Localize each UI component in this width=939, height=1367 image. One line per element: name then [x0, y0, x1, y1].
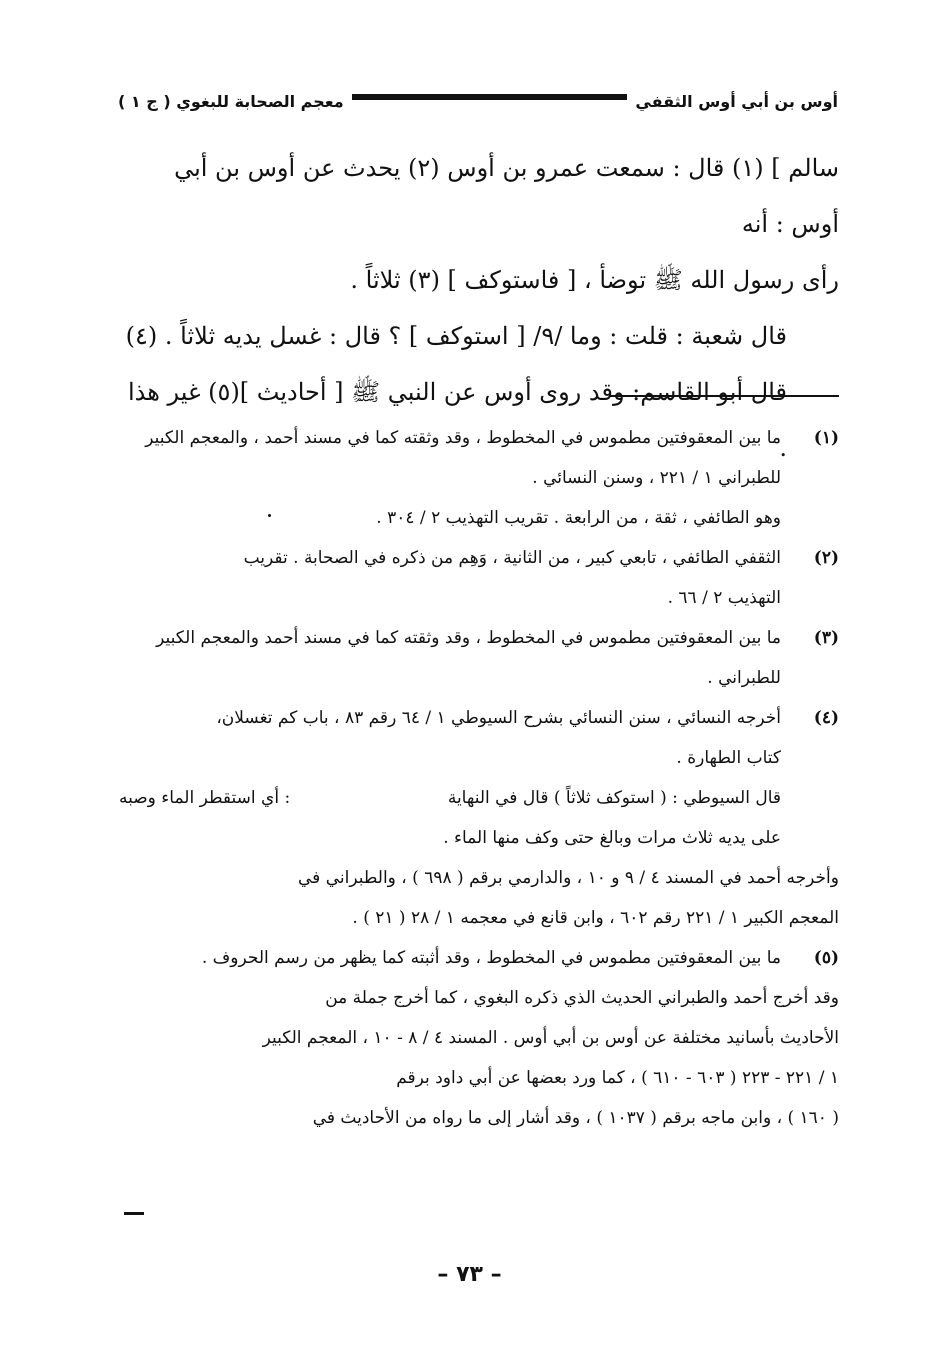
footnote-line: وهو الطائفي ، ثقة ، من الرابعة . تقريب التهذيب ٢ / ٣٠٤ . [376, 508, 781, 528]
entry-title: أوس بن أبي أوس الثقفي [635, 91, 838, 111]
main-line: رأى رسول الله ﷺ توضأ ، [ فاستوكف ] (٣) ثلاثاً . [350, 266, 839, 294]
footnote-line [119, 778, 839, 818]
footnotes [119, 418, 839, 1138]
main-line: قال شعبة : قلت : وما /٩/ [ استوكف ] ؟ قال : غسل يديه ثلاثاً . (٤) [125, 322, 787, 350]
running-header [118, 86, 838, 116]
footnote-number: (٢) [813, 548, 839, 568]
footnote-number: (٤) [813, 708, 839, 728]
footnote-line: أخرجه النسائي ، سنن النسائي بشرح السيوطي ١ / ٦٤ رقم ٨٣ ، باب كم تغسلان، [216, 708, 781, 728]
footnote-2 [119, 538, 839, 618]
footnote-line: ( ١٦٠ ) ، وابن ماجه برقم ( ١٠٣٧ ) ، وقد أشار إلى ما رواه من الأحاديث في [312, 1108, 839, 1128]
footnote-line: كتاب الطهارة . [676, 748, 781, 768]
footnote-line: للطبراني . [707, 668, 781, 688]
footnote-line: التهذيب ٢ / ٦٦ . [667, 588, 781, 608]
footnote-line: وقد أخرج أحمد والطبراني الحديث الذي ذكره البغوي ، كما أخرج جملة من [325, 988, 839, 1008]
footnote-line: الأحاديث بأسانيد مختلفة عن أوس بن أبي أوس . المسند ٤ / ٨ - ١٠ ، المعجم الكبير [262, 1028, 839, 1048]
header-rule [352, 94, 628, 100]
footnote-number: (٣) [813, 628, 839, 648]
footnote-line: ما بين المعقوفتين مطموس في المخطوط ، وقد أثبته كما يظهر من رسم الحروف . [201, 948, 781, 968]
main-line: سالم ] (١) قال : سمعت عمرو بن أوس (٢) يحدث عن أوس بن أبي أوس : أنه [174, 154, 839, 238]
footnote-line: ما بين المعقوفتين مطموس في المخطوط ، وقد وثقته كما في مسند أحمد والمعجم الكبير [156, 628, 781, 648]
footnote-3 [119, 618, 839, 698]
continuation-mark [124, 1212, 144, 1215]
footnote-line: ما بين المعقوفتين مطموس في المخطوط ، وقد وثقته كما في مسند أحمد ، والمعجم الكبير [145, 428, 781, 448]
main-line: قال أبو القاسم: وقد روى أوس عن النبي ﷺ [ أحاديث ](٥) غير هذا . [127, 378, 787, 462]
footnote-line: ١ / ٢٢١ - ٢٢٣ ( ٦٠٣ - ٦١٠ ) ، كما ورد بعضها عن أبي داود برقم [396, 1068, 839, 1088]
footnote-line: وأخرجه أحمد في المسند ٤ / ٩ و ١٠ ، والدارمي برقم ( ٦٩٨ ) ، والطبراني في [298, 868, 839, 888]
suyuti-quote: قال السيوطي : ( استوكف ثلاثاً ) قال في النهاية [447, 788, 781, 808]
footnote-line: للطبراني ١ / ٢٢١ ، وسنن النسائي . [532, 468, 781, 488]
footnote-line: المعجم الكبير ١ / ٢٢١ رقم ٦٠٢ ، وابن قانع في معجمه ١ / ٢٨ ( ٢١ ) . [352, 908, 839, 928]
footnote-line: على يديه ثلاث مرات وبالغ حتى وكف منها الماء . [443, 828, 781, 848]
footnote-number: (٥) [813, 948, 839, 968]
footnote-separator [609, 395, 839, 397]
speck [268, 514, 271, 517]
page-number: – ٧٣ – [437, 1262, 502, 1287]
footnote-1 [119, 418, 839, 538]
footnote-4 [119, 698, 839, 778]
suyuti-gloss: : أي استقطر الماء وصبه [119, 788, 291, 808]
footnote-line: الثقفي الطائفي ، تابعي كبير ، من الثانية ، وَهِم من ذكره في الصحابة . تقريب [243, 548, 781, 568]
book-title: معجم الصحابة للبغوي ( ج ١ ) [118, 91, 344, 111]
footnote-5 [119, 938, 839, 978]
footnote-number: (١) [813, 428, 839, 448]
